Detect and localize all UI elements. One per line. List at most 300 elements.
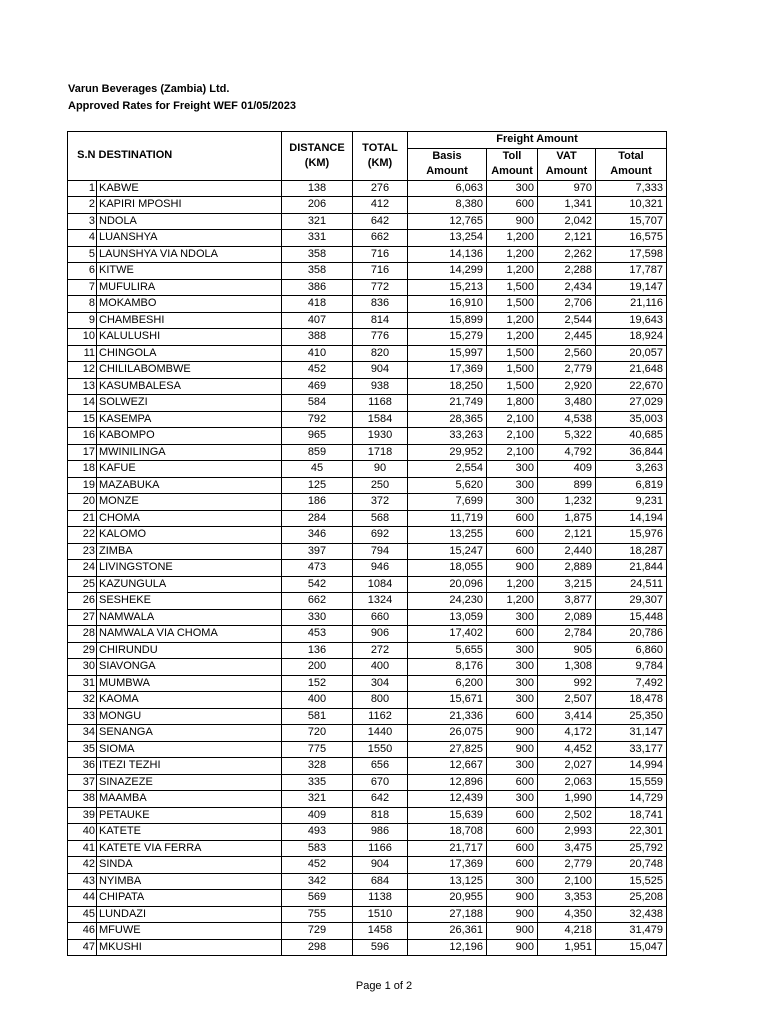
row-distance: 335 (282, 774, 353, 791)
row-total-km: 250 (353, 477, 408, 494)
row-distance: 388 (282, 329, 353, 346)
row-total-km: 946 (353, 560, 408, 577)
table-row (68, 461, 667, 478)
row-basis-amount: 27,825 (408, 741, 487, 758)
table-row (68, 312, 667, 329)
row-destination: NAMWALA (97, 609, 282, 626)
row-sn: 27 (68, 609, 97, 626)
row-total-amount: 36,844 (596, 444, 667, 461)
row-destination: CHILILABOMBWE (97, 362, 282, 379)
row-vat-amount: 2,779 (538, 362, 596, 379)
row-toll-amount: 300 (487, 461, 538, 478)
row-toll-amount: 1,200 (487, 576, 538, 593)
row-toll-amount: 2,100 (487, 444, 538, 461)
row-sn: 5 (68, 246, 97, 263)
row-destination: MKUSHI (97, 939, 282, 956)
row-toll-amount: 300 (487, 659, 538, 676)
row-vat-amount: 2,440 (538, 543, 596, 560)
row-vat-amount: 2,507 (538, 692, 596, 709)
header-total-amount: Total (596, 148, 667, 164)
row-total-km: 818 (353, 807, 408, 824)
row-vat-amount: 992 (538, 675, 596, 692)
row-total-amount: 15,525 (596, 873, 667, 890)
row-destination: LIVINGSTONE (97, 560, 282, 577)
row-basis-amount: 7,699 (408, 494, 487, 511)
row-total-amount: 7,333 (596, 180, 667, 197)
row-destination: KAZUNGULA (97, 576, 282, 593)
row-total-amount: 15,559 (596, 774, 667, 791)
table-row (68, 197, 667, 214)
row-distance: 152 (282, 675, 353, 692)
row-total-amount: 40,685 (596, 428, 667, 445)
row-vat-amount: 2,042 (538, 213, 596, 230)
row-total-km: 660 (353, 609, 408, 626)
row-total-km: 412 (353, 197, 408, 214)
row-distance: 138 (282, 180, 353, 197)
row-sn: 47 (68, 939, 97, 956)
row-distance: 136 (282, 642, 353, 659)
header-total-unit: (KM) (367, 156, 393, 169)
row-basis-amount: 2,554 (408, 461, 487, 478)
row-total-amount: 18,287 (596, 543, 667, 560)
row-distance: 452 (282, 362, 353, 379)
table-row (68, 510, 667, 527)
row-destination: KASEMPA (97, 411, 282, 428)
row-toll-amount: 900 (487, 923, 538, 940)
row-basis-amount: 24,230 (408, 593, 487, 610)
row-total-km: 662 (353, 230, 408, 247)
row-basis-amount: 5,655 (408, 642, 487, 659)
row-destination: KATETE (97, 824, 282, 841)
row-total-km: 692 (353, 527, 408, 544)
row-toll-amount: 1,200 (487, 230, 538, 247)
table-row (68, 890, 667, 907)
row-total-amount: 14,729 (596, 791, 667, 808)
row-vat-amount: 3,877 (538, 593, 596, 610)
row-destination: KAOMA (97, 692, 282, 709)
row-basis-amount: 11,719 (408, 510, 487, 527)
table-row (68, 279, 667, 296)
row-destination: KALOMO (97, 527, 282, 544)
row-total-amount: 27,029 (596, 395, 667, 412)
row-sn: 9 (68, 312, 97, 329)
row-destination: MFUWE (97, 923, 282, 940)
row-vat-amount: 4,218 (538, 923, 596, 940)
row-toll-amount: 2,100 (487, 411, 538, 428)
row-toll-amount: 600 (487, 857, 538, 874)
row-total-amount: 15,707 (596, 213, 667, 230)
row-distance: 284 (282, 510, 353, 527)
row-distance: 386 (282, 279, 353, 296)
row-toll-amount: 1,500 (487, 279, 538, 296)
row-basis-amount: 15,279 (408, 329, 487, 346)
row-total-km: 986 (353, 824, 408, 841)
row-toll-amount: 900 (487, 906, 538, 923)
row-vat-amount: 1,341 (538, 197, 596, 214)
header-distance-unit: (KM) (304, 156, 330, 169)
row-total-amount: 19,147 (596, 279, 667, 296)
header-destination: DESTINATION (97, 132, 282, 181)
row-basis-amount: 13,125 (408, 873, 487, 890)
row-sn: 10 (68, 329, 97, 346)
row-total-km: 1324 (353, 593, 408, 610)
row-total-km: 716 (353, 246, 408, 263)
row-toll-amount: 1,800 (487, 395, 538, 412)
table-row (68, 246, 667, 263)
row-sn: 43 (68, 873, 97, 890)
row-basis-amount: 28,365 (408, 411, 487, 428)
row-distance: 206 (282, 197, 353, 214)
row-basis-amount: 12,896 (408, 774, 487, 791)
table-row (68, 725, 667, 742)
row-vat-amount: 4,452 (538, 741, 596, 758)
row-distance: 186 (282, 494, 353, 511)
row-vat-amount: 2,089 (538, 609, 596, 626)
table-row (68, 873, 667, 890)
row-total-km: 906 (353, 626, 408, 643)
table-row (68, 378, 667, 395)
row-total-km: 1440 (353, 725, 408, 742)
row-vat-amount: 1,951 (538, 939, 596, 956)
row-distance: 493 (282, 824, 353, 841)
row-distance: 755 (282, 906, 353, 923)
row-distance: 775 (282, 741, 353, 758)
header-freight-amount: Freight Amount (408, 132, 667, 149)
row-total-amount: 14,994 (596, 758, 667, 775)
row-sn: 45 (68, 906, 97, 923)
row-destination: NYIMBA (97, 873, 282, 890)
row-destination: NAMWALA VIA CHOMA (97, 626, 282, 643)
row-destination: CHINGOLA (97, 345, 282, 362)
row-total-km: 1138 (353, 890, 408, 907)
row-sn: 39 (68, 807, 97, 824)
row-total-amount: 19,643 (596, 312, 667, 329)
table-row (68, 675, 667, 692)
row-destination: KAFUE (97, 461, 282, 478)
row-destination: ITEZI TEZHI (97, 758, 282, 775)
row-sn: 31 (68, 675, 97, 692)
row-vat-amount: 2,100 (538, 873, 596, 890)
row-toll-amount: 300 (487, 180, 538, 197)
row-distance: 321 (282, 791, 353, 808)
row-sn: 21 (68, 510, 97, 527)
row-vat-amount: 905 (538, 642, 596, 659)
row-destination: SIOMA (97, 741, 282, 758)
row-sn: 11 (68, 345, 97, 362)
row-total-amount: 15,976 (596, 527, 667, 544)
row-distance: 452 (282, 857, 353, 874)
row-total-km: 1930 (353, 428, 408, 445)
row-destination: KABWE (97, 180, 282, 197)
row-destination: SIAVONGA (97, 659, 282, 676)
row-total-amount: 22,301 (596, 824, 667, 841)
row-toll-amount: 300 (487, 758, 538, 775)
row-basis-amount: 12,667 (408, 758, 487, 775)
row-sn: 29 (68, 642, 97, 659)
row-total-km: 800 (353, 692, 408, 709)
row-vat-amount: 5,322 (538, 428, 596, 445)
table-row (68, 741, 667, 758)
row-total-km: 904 (353, 857, 408, 874)
row-toll-amount: 300 (487, 873, 538, 890)
row-basis-amount: 8,380 (408, 197, 487, 214)
row-basis-amount: 15,671 (408, 692, 487, 709)
row-destination: SENANGA (97, 725, 282, 742)
header-vat: VAT (538, 148, 596, 164)
row-vat-amount: 2,288 (538, 263, 596, 280)
row-sn: 25 (68, 576, 97, 593)
table-body (68, 180, 667, 956)
table-row (68, 609, 667, 626)
row-total-km: 1584 (353, 411, 408, 428)
header-sn: S.N (68, 132, 97, 181)
header-distance (282, 132, 353, 181)
row-total-amount: 18,924 (596, 329, 667, 346)
row-distance: 662 (282, 593, 353, 610)
table-row (68, 923, 667, 940)
row-destination: CHAMBESHI (97, 312, 282, 329)
table-row (68, 477, 667, 494)
row-distance: 125 (282, 477, 353, 494)
row-sn: 18 (68, 461, 97, 478)
row-sn: 12 (68, 362, 97, 379)
row-vat-amount: 1,308 (538, 659, 596, 676)
row-total-km: 772 (353, 279, 408, 296)
row-distance: 342 (282, 873, 353, 890)
table-row (68, 543, 667, 560)
row-basis-amount: 33,263 (408, 428, 487, 445)
row-vat-amount: 2,445 (538, 329, 596, 346)
row-vat-amount: 3,353 (538, 890, 596, 907)
row-basis-amount: 17,369 (408, 857, 487, 874)
row-toll-amount: 900 (487, 890, 538, 907)
row-basis-amount: 17,369 (408, 362, 487, 379)
row-sn: 38 (68, 791, 97, 808)
row-distance: 583 (282, 840, 353, 857)
row-sn: 14 (68, 395, 97, 412)
row-sn: 8 (68, 296, 97, 313)
row-total-amount: 31,147 (596, 725, 667, 742)
table-row (68, 263, 667, 280)
row-sn: 22 (68, 527, 97, 544)
row-destination: LUANSHYA (97, 230, 282, 247)
row-sn: 28 (68, 626, 97, 643)
row-sn: 33 (68, 708, 97, 725)
row-destination: KALULUSHI (97, 329, 282, 346)
row-total-amount: 33,177 (596, 741, 667, 758)
row-vat-amount: 2,560 (538, 345, 596, 362)
row-toll-amount: 300 (487, 609, 538, 626)
row-total-km: 904 (353, 362, 408, 379)
row-total-km: 684 (353, 873, 408, 890)
row-vat-amount: 2,063 (538, 774, 596, 791)
row-distance: 729 (282, 923, 353, 940)
table-row (68, 560, 667, 577)
row-toll-amount: 600 (487, 774, 538, 791)
row-toll-amount: 1,500 (487, 362, 538, 379)
header-total-label: TOTAL (362, 141, 398, 154)
row-toll-amount: 900 (487, 213, 538, 230)
row-total-km: 1168 (353, 395, 408, 412)
row-destination: ZIMBA (97, 543, 282, 560)
table-row (68, 395, 667, 412)
row-total-km: 400 (353, 659, 408, 676)
row-vat-amount: 2,502 (538, 807, 596, 824)
row-basis-amount: 20,096 (408, 576, 487, 593)
row-destination: KASUMBALESA (97, 378, 282, 395)
row-basis-amount: 21,336 (408, 708, 487, 725)
row-toll-amount: 1,200 (487, 263, 538, 280)
row-toll-amount: 300 (487, 791, 538, 808)
row-basis-amount: 29,952 (408, 444, 487, 461)
row-basis-amount: 15,213 (408, 279, 487, 296)
row-destination: LUNDAZI (97, 906, 282, 923)
row-toll-amount: 300 (487, 477, 538, 494)
row-sn: 16 (68, 428, 97, 445)
row-toll-amount: 900 (487, 741, 538, 758)
table-row (68, 791, 667, 808)
row-destination: CHIRUNDU (97, 642, 282, 659)
row-toll-amount: 2,100 (487, 428, 538, 445)
table-row (68, 840, 667, 857)
header-basis-amount: Amount (408, 164, 487, 180)
row-total-km: 1162 (353, 708, 408, 725)
row-destination: SOLWEZI (97, 395, 282, 412)
row-basis-amount: 18,250 (408, 378, 487, 395)
row-total-amount: 20,057 (596, 345, 667, 362)
row-toll-amount: 600 (487, 510, 538, 527)
row-total-km: 820 (353, 345, 408, 362)
row-sn: 35 (68, 741, 97, 758)
row-total-km: 276 (353, 180, 408, 197)
row-total-amount: 10,321 (596, 197, 667, 214)
row-basis-amount: 26,361 (408, 923, 487, 940)
row-distance: 358 (282, 263, 353, 280)
row-vat-amount: 2,434 (538, 279, 596, 296)
row-total-amount: 24,511 (596, 576, 667, 593)
row-total-amount: 35,003 (596, 411, 667, 428)
table-row (68, 296, 667, 313)
header-vat-amount: Amount (538, 164, 596, 180)
row-basis-amount: 15,639 (408, 807, 487, 824)
table-row (68, 939, 667, 956)
row-total-amount: 15,047 (596, 939, 667, 956)
row-basis-amount: 15,247 (408, 543, 487, 560)
row-vat-amount: 3,480 (538, 395, 596, 412)
row-toll-amount: 600 (487, 527, 538, 544)
row-vat-amount: 2,706 (538, 296, 596, 313)
row-total-amount: 18,741 (596, 807, 667, 824)
row-total-amount: 25,208 (596, 890, 667, 907)
row-sn: 42 (68, 857, 97, 874)
row-basis-amount: 13,254 (408, 230, 487, 247)
row-total-km: 1718 (353, 444, 408, 461)
row-destination: MWINILINGA (97, 444, 282, 461)
row-total-amount: 9,231 (596, 494, 667, 511)
row-sn: 4 (68, 230, 97, 247)
row-vat-amount: 3,414 (538, 708, 596, 725)
row-toll-amount: 1,200 (487, 312, 538, 329)
row-vat-amount: 2,544 (538, 312, 596, 329)
row-total-km: 372 (353, 494, 408, 511)
row-toll-amount: 600 (487, 708, 538, 725)
row-total-amount: 21,116 (596, 296, 667, 313)
row-distance: 965 (282, 428, 353, 445)
row-distance: 453 (282, 626, 353, 643)
row-toll-amount: 600 (487, 807, 538, 824)
row-distance: 358 (282, 246, 353, 263)
table-row (68, 774, 667, 791)
header-toll-amount: Amount (487, 164, 538, 180)
row-destination: MAAMBA (97, 791, 282, 808)
row-basis-amount: 8,176 (408, 659, 487, 676)
row-destination: MOKAMBO (97, 296, 282, 313)
row-basis-amount: 13,255 (408, 527, 487, 544)
table-header (68, 132, 667, 181)
header-toll: Toll (487, 148, 538, 164)
row-sn: 46 (68, 923, 97, 940)
row-toll-amount: 1,200 (487, 246, 538, 263)
row-total-amount: 3,263 (596, 461, 667, 478)
table-row (68, 180, 667, 197)
row-distance: 792 (282, 411, 353, 428)
row-vat-amount: 3,475 (538, 840, 596, 857)
row-total-km: 272 (353, 642, 408, 659)
table-row (68, 659, 667, 676)
table-row (68, 906, 667, 923)
row-basis-amount: 14,136 (408, 246, 487, 263)
row-sn: 24 (68, 560, 97, 577)
row-distance: 584 (282, 395, 353, 412)
header-basis: Basis (408, 148, 487, 164)
row-total-km: 90 (353, 461, 408, 478)
table-row (68, 428, 667, 445)
table-row (68, 824, 667, 841)
row-basis-amount: 14,299 (408, 263, 487, 280)
row-destination: SINDA (97, 857, 282, 874)
row-distance: 409 (282, 807, 353, 824)
row-toll-amount: 600 (487, 543, 538, 560)
row-distance: 331 (282, 230, 353, 247)
row-destination: MONZE (97, 494, 282, 511)
row-destination: MUMBWA (97, 675, 282, 692)
row-total-km: 794 (353, 543, 408, 560)
row-total-amount: 17,598 (596, 246, 667, 263)
row-basis-amount: 15,997 (408, 345, 487, 362)
row-total-amount: 25,350 (596, 708, 667, 725)
row-toll-amount: 1,200 (487, 329, 538, 346)
row-toll-amount: 600 (487, 197, 538, 214)
row-distance: 581 (282, 708, 353, 725)
row-basis-amount: 27,188 (408, 906, 487, 923)
row-total-km: 568 (353, 510, 408, 527)
row-sn: 34 (68, 725, 97, 742)
header-distance-label: DISTANCE (289, 141, 345, 154)
row-total-amount: 20,786 (596, 626, 667, 643)
row-destination: CHOMA (97, 510, 282, 527)
table-row (68, 527, 667, 544)
row-toll-amount: 300 (487, 494, 538, 511)
row-total-km: 1084 (353, 576, 408, 593)
row-sn: 19 (68, 477, 97, 494)
row-toll-amount: 300 (487, 675, 538, 692)
table-row (68, 362, 667, 379)
row-distance: 397 (282, 543, 353, 560)
row-total-km: 596 (353, 939, 408, 956)
row-total-km: 642 (353, 791, 408, 808)
table-row (68, 708, 667, 725)
page-number: Page 1 of 2 (355, 980, 413, 992)
